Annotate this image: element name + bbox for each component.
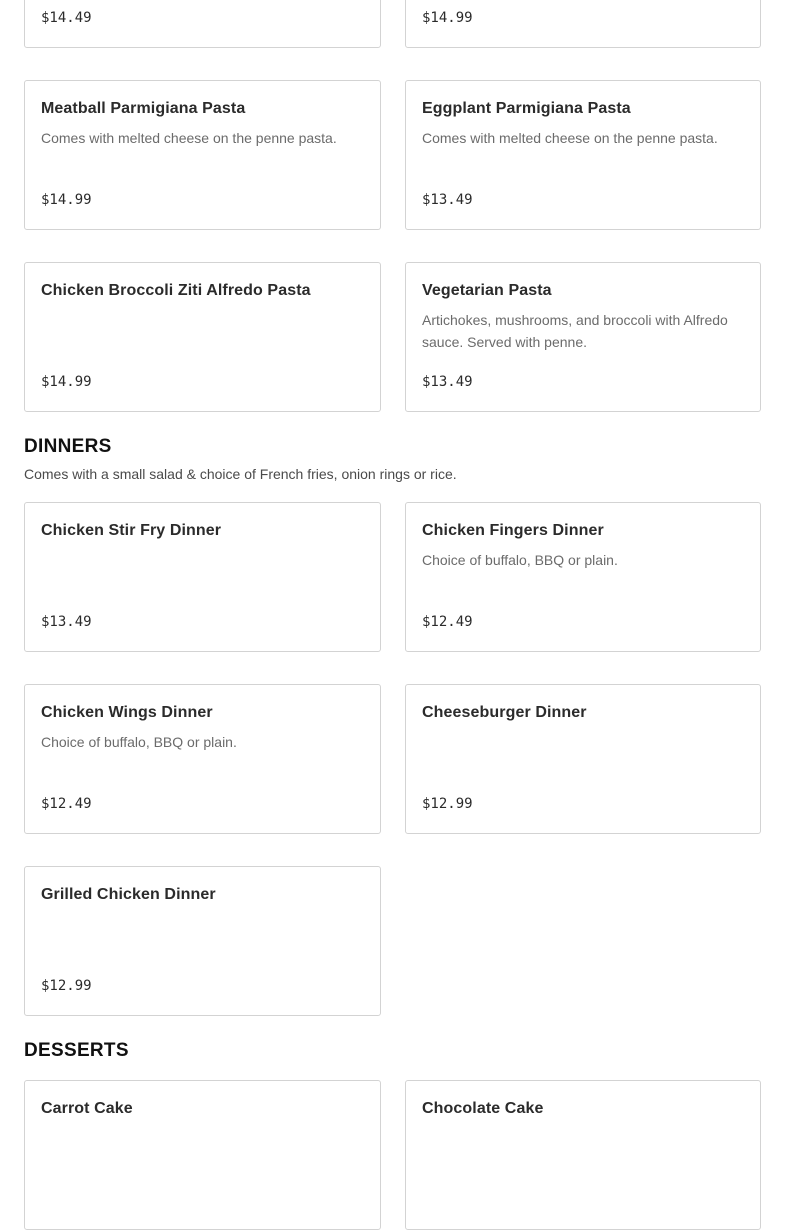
- menu-item-chicken-broccoli-ziti-alfredo-pasta[interactable]: [24, 262, 381, 412]
- menu-item-chicken-fingers-dinner[interactable]: [405, 502, 761, 652]
- item-price: $14.99: [41, 374, 92, 390]
- item-name: Grilled Chicken Dinner: [41, 886, 216, 903]
- menu-item-chocolate-cake[interactable]: [405, 1080, 761, 1230]
- item-description: Choice of buffalo, BBQ or plain.: [422, 552, 618, 568]
- item-description: Artichokes, mushrooms, and broccoli with Alfredo sauce. Served with penne.: [422, 312, 728, 350]
- section-title-dinners: DINNERS: [24, 436, 112, 457]
- item-name: Carrot Cake: [41, 1100, 133, 1117]
- section-title-desserts: DESSERTS: [24, 1040, 129, 1061]
- item-price: $14.99: [41, 192, 92, 208]
- item-name: Chicken Fingers Dinner: [422, 522, 604, 539]
- item-name: Meatball Parmigiana Pasta: [41, 100, 246, 117]
- item-price: $12.99: [41, 978, 92, 994]
- item-name: Chicken Broccoli Ziti Alfredo Pasta: [41, 282, 311, 299]
- item-price: $13.49: [41, 614, 92, 630]
- menu-item-chicken-wings-dinner[interactable]: [24, 684, 381, 834]
- item-name: Chicken Stir Fry Dinner: [41, 522, 222, 539]
- item-name: Chicken Wings Dinner: [41, 704, 213, 721]
- item-description: Choice of buffalo, BBQ or plain.: [41, 734, 237, 750]
- menu-item-eggplant-parmigiana-pasta[interactable]: [405, 80, 761, 230]
- menu-item-meatball-parmigiana-pasta[interactable]: [24, 80, 381, 230]
- item-name: Cheeseburger Dinner: [422, 704, 587, 721]
- item-price: $14.49: [41, 10, 92, 26]
- menu-item-cheeseburger-dinner[interactable]: [405, 684, 761, 834]
- item-price: $13.49: [422, 192, 473, 208]
- item-price: $14.99: [422, 10, 473, 26]
- item-price: $12.49: [422, 614, 473, 630]
- menu-item-carrot-cake[interactable]: [24, 1080, 381, 1230]
- menu-item-grilled-chicken-dinner[interactable]: [24, 866, 381, 1016]
- section-description: Comes with a small salad & choice of French fries, onion rings or rice.: [24, 466, 457, 482]
- item-price: $12.99: [422, 796, 473, 812]
- item-name: Eggplant Parmigiana Pasta: [422, 100, 631, 117]
- menu-item-vegetarian-pasta[interactable]: [405, 262, 761, 412]
- item-name: Chocolate Cake: [422, 1100, 544, 1117]
- item-description: Comes with melted cheese on the penne pasta.: [41, 130, 337, 146]
- menu-item-card[interactable]: [24, 0, 381, 48]
- menu-item-card[interactable]: [405, 0, 761, 48]
- item-price: $13.49: [422, 374, 473, 390]
- menu-item-chicken-stir-fry-dinner[interactable]: [24, 502, 381, 652]
- item-description: Comes with melted cheese on the penne pasta.: [422, 130, 718, 146]
- item-price: $12.49: [41, 796, 92, 812]
- item-name: Vegetarian Pasta: [422, 282, 552, 299]
